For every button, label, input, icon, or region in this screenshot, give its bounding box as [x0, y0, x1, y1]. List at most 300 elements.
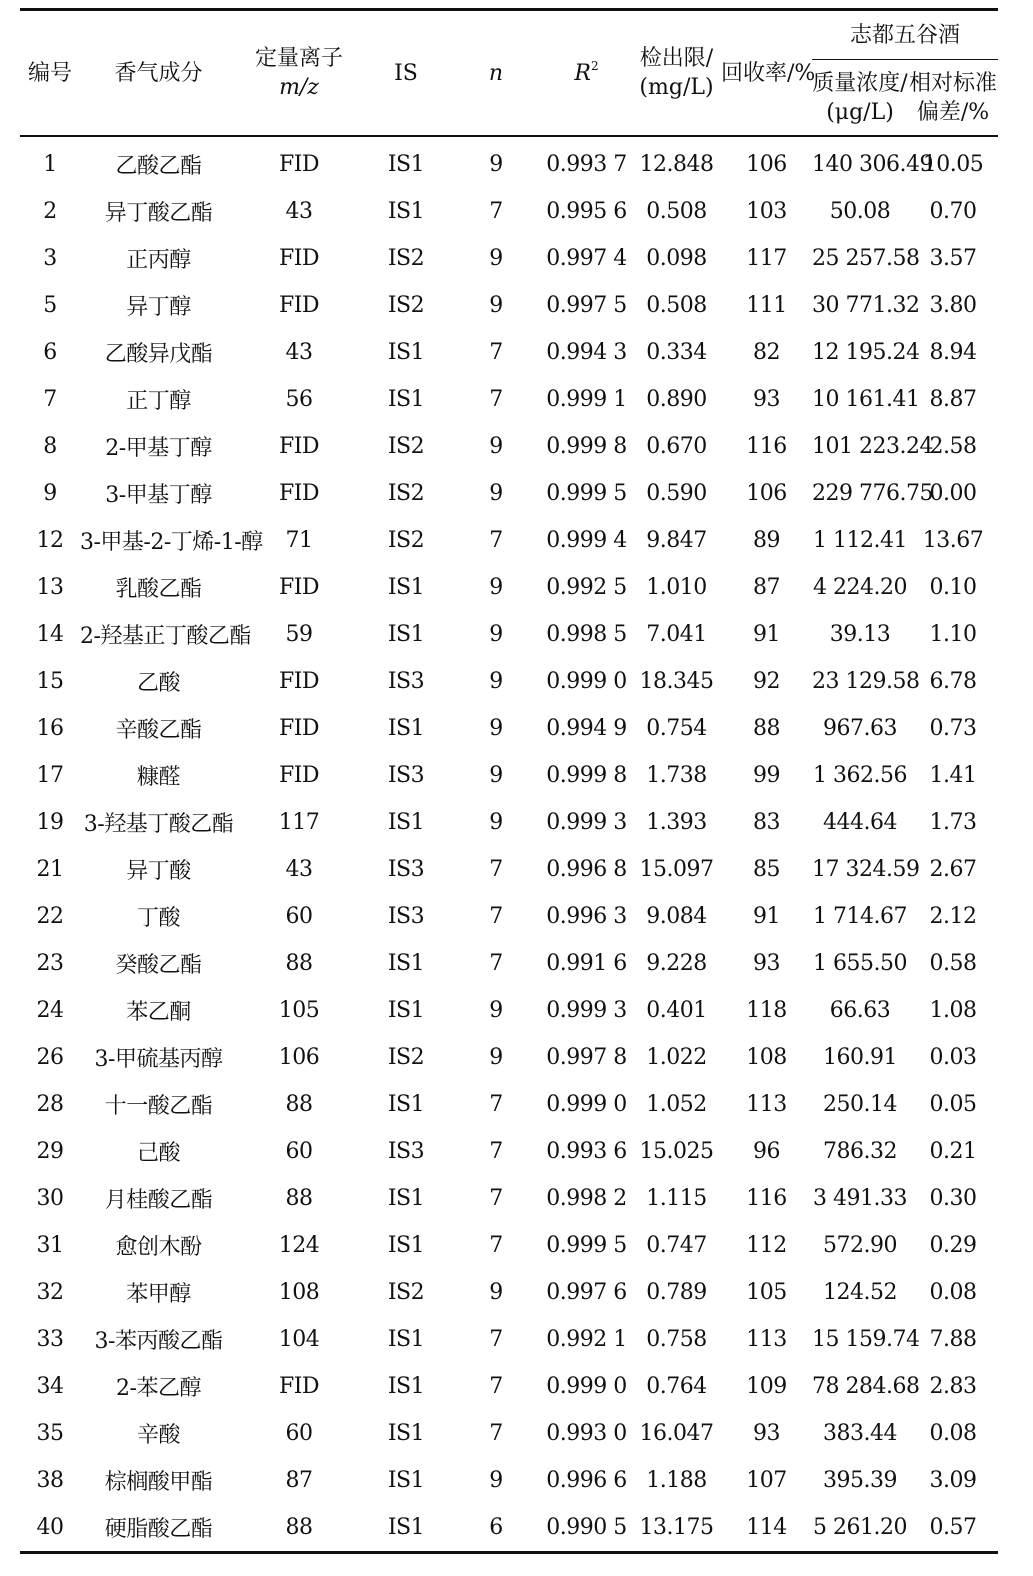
cell-name: 2-甲基丁醇: [105, 436, 212, 461]
cell-concentration: 78 284.68: [812, 1374, 920, 1399]
cell-lod: 9.084: [646, 904, 707, 929]
cell-quant-ion: FID: [278, 716, 320, 741]
cell-concentration: 229 776.75: [812, 481, 933, 506]
cell-r2: 0.999 0: [546, 1092, 627, 1117]
table-row: [20, 423, 998, 470]
cell-r2: 0.990 5: [541, 1504, 632, 1553]
cell-rsd: 0.57: [908, 1504, 998, 1553]
cell-rsd: 2.58: [929, 434, 977, 459]
cell-rsd: 1.41: [929, 763, 977, 788]
cell-concentration: 66.63: [829, 998, 891, 1023]
cell-name: 愈创木酚: [115, 1235, 202, 1260]
cell-no: 33: [36, 1327, 64, 1352]
cell-rsd: 10.05: [922, 152, 984, 177]
cell-name: 3-苯丙酸乙酯: [94, 1329, 223, 1354]
cell-recovery: 107: [746, 1468, 787, 1493]
cell-is: IS2: [387, 246, 425, 271]
cell-no: 38: [36, 1468, 64, 1493]
cell-name: 乙酸异戊酯: [104, 342, 213, 367]
cell-no: 35: [36, 1421, 64, 1446]
cell-no: 2: [43, 199, 57, 224]
cell-no: 7: [43, 387, 57, 412]
table-row: [20, 1034, 998, 1081]
cell-r2: 0.999 8: [546, 763, 627, 788]
cell-quant-ion: FID: [278, 669, 320, 694]
header-concentration: 质量浓度/ (μg/L): [812, 60, 908, 136]
cell-concentration: 444.64: [823, 810, 897, 835]
cell-concentration: 1 362.56: [813, 763, 907, 788]
cell-quant-ion: 117: [278, 810, 320, 835]
table-row: [20, 282, 998, 329]
table-row: [20, 1128, 998, 1175]
cell-lod: 1.738: [646, 763, 707, 788]
cell-rsd: 0.21: [929, 1139, 977, 1164]
cell-n: 7: [489, 904, 503, 929]
cell-quant-ion: FID: [278, 246, 320, 271]
cell-is: IS1: [387, 152, 425, 177]
cell-n: 7: [489, 340, 503, 365]
cell-r2: 0.999 4: [546, 528, 627, 553]
cell-concentration: 30 771.32: [812, 293, 920, 318]
cell-recovery: 105: [746, 1280, 787, 1305]
cell-name: 3-甲基丁醇: [105, 483, 212, 508]
cell-rsd: 0.00: [929, 481, 977, 506]
cell-recovery: 91: [753, 904, 780, 929]
cell-is: IS3: [387, 1139, 425, 1164]
cell-name: 十一酸乙酯: [104, 1094, 213, 1119]
cell-quant-ion: 106: [278, 1045, 320, 1070]
cell-lod: 9.228: [646, 951, 707, 976]
cell-lod: 1.052: [646, 1092, 707, 1117]
cell-r2: 0.996 8: [546, 857, 627, 882]
cell-lod: 1.115: [646, 1186, 707, 1211]
cell-name: 月桂酸乙酯: [104, 1188, 213, 1213]
cell-rsd: 3.80: [929, 293, 977, 318]
cell-concentration: 1 112.41: [813, 528, 907, 553]
cell-n: 7: [489, 1421, 503, 1446]
cell-r2: 0.993 0: [546, 1421, 627, 1446]
table-row: [20, 1457, 998, 1504]
cell-quant-ion: 88: [285, 1186, 313, 1211]
cell-r2: 0.998 2: [546, 1186, 627, 1211]
cell-is: IS1: [387, 1233, 425, 1258]
cell-is: IS1: [387, 340, 425, 365]
cell-concentration: 1 655.50: [813, 951, 907, 976]
cell-r2: 0.999 0: [546, 1374, 627, 1399]
cell-recovery: 87: [753, 575, 780, 600]
cell-rsd: 0.03: [929, 1045, 977, 1070]
table-row: [20, 1175, 998, 1222]
cell-recovery: 113: [746, 1327, 787, 1352]
cell-is: IS3: [387, 669, 425, 694]
cell-recovery: 91: [753, 622, 780, 647]
cell-no: 29: [36, 1139, 64, 1164]
cell-quant-ion: 60: [285, 1421, 313, 1446]
cell-r2: 0.999 3: [546, 810, 627, 835]
header-no: 编号: [20, 10, 80, 137]
table-row: [20, 752, 998, 799]
cell-r2: 0.999 0: [546, 669, 627, 694]
cell-r2: 0.992 1: [546, 1327, 627, 1352]
cell-recovery: 113: [746, 1092, 787, 1117]
cell-quant-ion: 88: [237, 1504, 361, 1553]
cell-is: IS3: [387, 857, 425, 882]
cell-concentration: 5 261.20: [812, 1504, 908, 1553]
data-table: [20, 8, 998, 1554]
cell-concentration: 967.63: [823, 716, 897, 741]
header-quant-ion: 定量离子 m/z: [237, 10, 361, 137]
cell-quant-ion: 60: [285, 1139, 313, 1164]
cell-lod: 9.847: [646, 528, 707, 553]
cell-no: 32: [36, 1280, 64, 1305]
cell-r2: 0.991 6: [546, 951, 627, 976]
cell-quant-ion: FID: [278, 1374, 320, 1399]
cell-quant-ion: 60: [285, 904, 313, 929]
cell-n: 9: [489, 763, 503, 788]
cell-quant-ion: FID: [278, 293, 320, 318]
cell-concentration: 1 714.67: [813, 904, 907, 929]
cell-concentration: 140 306.49: [812, 152, 933, 177]
table-row: [20, 517, 998, 564]
cell-is: IS1: [387, 1468, 425, 1493]
cell-concentration: 160.91: [823, 1045, 897, 1070]
cell-quant-ion: 104: [278, 1327, 320, 1352]
cell-is: IS1: [387, 1421, 425, 1446]
cell-recovery: 117: [746, 246, 787, 271]
header-lod: 检出限/ (mg/L): [632, 10, 721, 137]
cell-name: 苯乙酮: [126, 1000, 191, 1025]
cell-lod: 0.590: [646, 481, 707, 506]
table-row: [20, 564, 998, 611]
table-row: [20, 188, 998, 235]
cell-lod: 1.022: [646, 1045, 707, 1070]
cell-recovery: 88: [753, 716, 780, 741]
cell-is: IS1: [387, 998, 425, 1023]
cell-name: 棕榈酸甲酯: [104, 1470, 213, 1495]
cell-rsd: 3.57: [929, 246, 977, 271]
cell-name: 异丁醇: [126, 295, 191, 320]
cell-rsd: 13.67: [922, 528, 984, 553]
cell-is: IS3: [387, 904, 425, 929]
cell-lod: 15.025: [639, 1139, 714, 1164]
cell-concentration: 3 491.33: [813, 1186, 907, 1211]
cell-rsd: 0.08: [929, 1421, 977, 1446]
cell-rsd: 0.08: [929, 1280, 977, 1305]
cell-lod: 13.175: [632, 1504, 721, 1553]
cell-rsd: 3.09: [929, 1468, 977, 1493]
table-row: [20, 136, 998, 188]
cell-n: 7: [489, 1139, 503, 1164]
cell-n: 9: [489, 1280, 503, 1305]
cell-n: 7: [489, 1186, 503, 1211]
table-row: [20, 1081, 998, 1128]
cell-lod: 0.890: [646, 387, 707, 412]
cell-no: 21: [36, 857, 64, 882]
cell-name: 正丁醇: [126, 389, 191, 414]
cell-concentration: 17 324.59: [812, 857, 920, 882]
cell-r2: 0.999 1: [546, 387, 627, 412]
cell-recovery: 82: [753, 340, 780, 365]
cell-concentration: 23 129.58: [812, 669, 920, 694]
cell-name: 硬脂酸乙酯: [80, 1504, 237, 1553]
cell-r2: 0.997 4: [546, 246, 627, 271]
cell-recovery: 106: [746, 152, 787, 177]
cell-no: 30: [36, 1186, 64, 1211]
cell-concentration: 15 159.74: [812, 1327, 920, 1352]
cell-no: 17: [36, 763, 64, 788]
cell-n: 7: [489, 1327, 503, 1352]
table-row: [20, 1504, 998, 1553]
cell-rsd: 2.67: [929, 857, 977, 882]
table-row: [20, 846, 998, 893]
cell-is: IS1: [387, 575, 425, 600]
cell-n: 6: [451, 1504, 541, 1553]
cell-recovery: 109: [746, 1374, 787, 1399]
table-row: [20, 470, 998, 517]
cell-concentration: 10 161.41: [812, 387, 920, 412]
cell-r2: 0.992 5: [546, 575, 627, 600]
cell-r2: 0.996 3: [546, 904, 627, 929]
cell-no: 22: [36, 904, 64, 929]
cell-no: 31: [36, 1233, 64, 1258]
cell-rsd: 0.70: [929, 199, 977, 224]
table-row: [20, 376, 998, 423]
cell-concentration: 124.52: [823, 1280, 897, 1305]
cell-name: 糠醛: [136, 765, 180, 790]
cell-name: 正丙醇: [126, 248, 191, 273]
cell-recovery: 106: [746, 481, 787, 506]
cell-lod: 16.047: [639, 1421, 714, 1446]
cell-name: 3-羟基丁酸乙酯: [83, 812, 234, 837]
header-n: n: [451, 10, 541, 137]
cell-recovery: 93: [753, 1421, 780, 1446]
cell-lod: 0.401: [646, 998, 707, 1023]
cell-recovery: 92: [753, 669, 780, 694]
cell-name: 乙酸乙酯: [115, 154, 202, 179]
cell-recovery: 96: [753, 1139, 780, 1164]
cell-concentration: 250.14: [823, 1092, 897, 1117]
cell-is: IS2: [387, 293, 425, 318]
cell-quant-ion: 71: [285, 528, 313, 553]
cell-n: 7: [489, 387, 503, 412]
cell-r2: 0.997 6: [546, 1280, 627, 1305]
cell-quant-ion: 108: [278, 1280, 320, 1305]
cell-name: 3-甲硫基丙醇: [94, 1047, 223, 1072]
cell-n: 9: [489, 246, 503, 271]
cell-r2: 0.993 7: [546, 152, 627, 177]
cell-no: 19: [36, 810, 64, 835]
cell-r2: 0.994 9: [546, 716, 627, 741]
cell-r2: 0.999 5: [546, 1233, 627, 1258]
cell-n: 9: [489, 669, 503, 694]
cell-recovery: 83: [753, 810, 780, 835]
cell-n: 7: [489, 857, 503, 882]
cell-quant-ion: 43: [285, 199, 313, 224]
cell-no: 1: [43, 152, 57, 177]
cell-name: 苯甲醇: [126, 1282, 191, 1307]
cell-n: 7: [489, 199, 503, 224]
cell-name: 乳酸乙酯: [115, 577, 202, 602]
cell-n: 9: [489, 481, 503, 506]
cell-is: IS1: [387, 622, 425, 647]
cell-lod: 0.764: [646, 1374, 707, 1399]
cell-no: 9: [43, 481, 57, 506]
cell-concentration: 50.08: [829, 199, 891, 224]
cell-rsd: 2.12: [929, 904, 977, 929]
cell-recovery: 108: [746, 1045, 787, 1070]
cell-is: IS1: [387, 199, 425, 224]
cell-n: 9: [489, 293, 503, 318]
cell-is: IS1: [387, 810, 425, 835]
cell-r2: 0.993 6: [546, 1139, 627, 1164]
cell-lod: 1.393: [646, 810, 707, 835]
cell-rsd: 0.05: [929, 1092, 977, 1117]
cell-lod: 0.758: [646, 1327, 707, 1352]
cell-no: 3: [43, 246, 57, 271]
table-header: [20, 10, 998, 137]
cell-n: 7: [489, 1233, 503, 1258]
cell-n: 9: [489, 1468, 503, 1493]
cell-rsd: 7.88: [929, 1327, 977, 1352]
cell-r2: 0.997 5: [546, 293, 627, 318]
cell-n: 9: [489, 434, 503, 459]
cell-concentration: 786.32: [823, 1139, 897, 1164]
cell-n: 9: [489, 622, 503, 647]
cell-is: IS1: [387, 1092, 425, 1117]
cell-n: 9: [489, 152, 503, 177]
cell-name: 2-羟基正丁酸乙酯: [80, 624, 251, 649]
cell-name: 癸酸乙酯: [115, 953, 202, 978]
cell-no: 23: [36, 951, 64, 976]
cell-recovery: 116: [746, 434, 787, 459]
cell-is: IS2: [387, 481, 425, 506]
cell-no: 26: [36, 1045, 64, 1070]
cell-rsd: 0.58: [929, 951, 977, 976]
cell-lod: 18.345: [639, 669, 714, 694]
cell-name: 辛酸乙酯: [115, 718, 202, 743]
cell-name: 3-甲基-2-丁烯-1-醇: [80, 530, 263, 555]
cell-is: IS1: [387, 387, 425, 412]
cell-is: IS1: [387, 951, 425, 976]
cell-is: IS2: [387, 1045, 425, 1070]
table-row: [20, 1222, 998, 1269]
cell-r2: 0.999 5: [546, 481, 627, 506]
cell-quant-ion: 88: [285, 1092, 313, 1117]
cell-rsd: 2.83: [929, 1374, 977, 1399]
table-row: [20, 987, 998, 1034]
cell-lod: 0.508: [646, 293, 707, 318]
cell-is: IS2: [387, 528, 425, 553]
table-row: [20, 329, 998, 376]
header-recovery: 回收率/%: [721, 10, 812, 137]
cell-rsd: 1.10: [929, 622, 977, 647]
cell-n: 7: [489, 1374, 503, 1399]
cell-is: IS2: [387, 434, 425, 459]
cell-n: 7: [489, 1092, 503, 1117]
cell-quant-ion: 87: [285, 1468, 313, 1493]
cell-recovery: 99: [753, 763, 780, 788]
cell-recovery: 93: [753, 387, 780, 412]
table-row: [20, 235, 998, 282]
cell-lod: 0.670: [646, 434, 707, 459]
cell-lod: 0.789: [646, 1280, 707, 1305]
cell-n: 9: [489, 575, 503, 600]
cell-concentration: 39.13: [829, 622, 891, 647]
cell-lod: 1.010: [646, 575, 707, 600]
cell-r2: 0.996 6: [546, 1468, 627, 1493]
cell-quant-ion: 88: [285, 951, 313, 976]
cell-is: IS2: [387, 1280, 425, 1305]
cell-no: 12: [36, 528, 64, 553]
cell-no: 14: [36, 622, 64, 647]
header-r2: $R^2$: [541, 10, 632, 137]
cell-name: 2-苯乙醇: [116, 1376, 201, 1401]
cell-recovery: 114: [721, 1504, 812, 1553]
cell-rsd: 1.08: [929, 998, 977, 1023]
table-row: [20, 611, 998, 658]
cell-r2: 0.995 6: [546, 199, 627, 224]
cell-concentration: 101 223.24: [812, 434, 933, 459]
cell-name: 异丁酸: [126, 859, 191, 884]
cell-no: 34: [36, 1374, 64, 1399]
cell-n: 7: [489, 528, 503, 553]
table-row: [20, 1269, 998, 1316]
table-row: [20, 799, 998, 846]
cell-quant-ion: FID: [278, 763, 320, 788]
table-row: [20, 1316, 998, 1363]
cell-r2: 0.998 5: [546, 622, 627, 647]
cell-lod: 0.747: [646, 1233, 707, 1258]
cell-no: 15: [36, 669, 64, 694]
cell-no: 24: [36, 998, 64, 1023]
cell-concentration: 4 224.20: [813, 575, 907, 600]
cell-quant-ion: FID: [278, 434, 320, 459]
cell-quant-ion: 43: [285, 857, 313, 882]
cell-n: 7: [489, 951, 503, 976]
cell-lod: 0.508: [646, 199, 707, 224]
cell-recovery: 93: [753, 951, 780, 976]
cell-lod: 0.334: [646, 340, 707, 365]
cell-r2: 0.999 8: [546, 434, 627, 459]
cell-concentration: 395.39: [823, 1468, 897, 1493]
header-name: 香气成分: [80, 10, 237, 137]
cell-no: 40: [20, 1504, 80, 1553]
table-row: [20, 705, 998, 752]
cell-name: 丁酸: [136, 906, 180, 931]
cell-is: IS1: [387, 716, 425, 741]
cell-quant-ion: 124: [278, 1233, 320, 1258]
cell-recovery: 112: [746, 1233, 787, 1258]
header-is: IS: [361, 10, 451, 137]
cell-concentration: 572.90: [823, 1233, 897, 1258]
cell-is: IS1: [387, 1327, 425, 1352]
cell-r2: 0.997 8: [546, 1045, 627, 1070]
table-row: [20, 893, 998, 940]
cell-rsd: 0.73: [929, 716, 977, 741]
cell-recovery: 89: [753, 528, 780, 553]
table-row: [20, 1363, 998, 1410]
cell-no: 8: [43, 434, 57, 459]
cell-is: IS1: [387, 1186, 425, 1211]
cell-lod: 12.848: [639, 152, 714, 177]
cell-quant-ion: FID: [278, 481, 320, 506]
cell-concentration: 12 195.24: [812, 340, 920, 365]
table-row: [20, 940, 998, 987]
cell-quant-ion: FID: [278, 575, 320, 600]
cell-no: 16: [36, 716, 64, 741]
cell-rsd: 1.73: [929, 810, 977, 835]
cell-r2: 0.999 3: [546, 998, 627, 1023]
